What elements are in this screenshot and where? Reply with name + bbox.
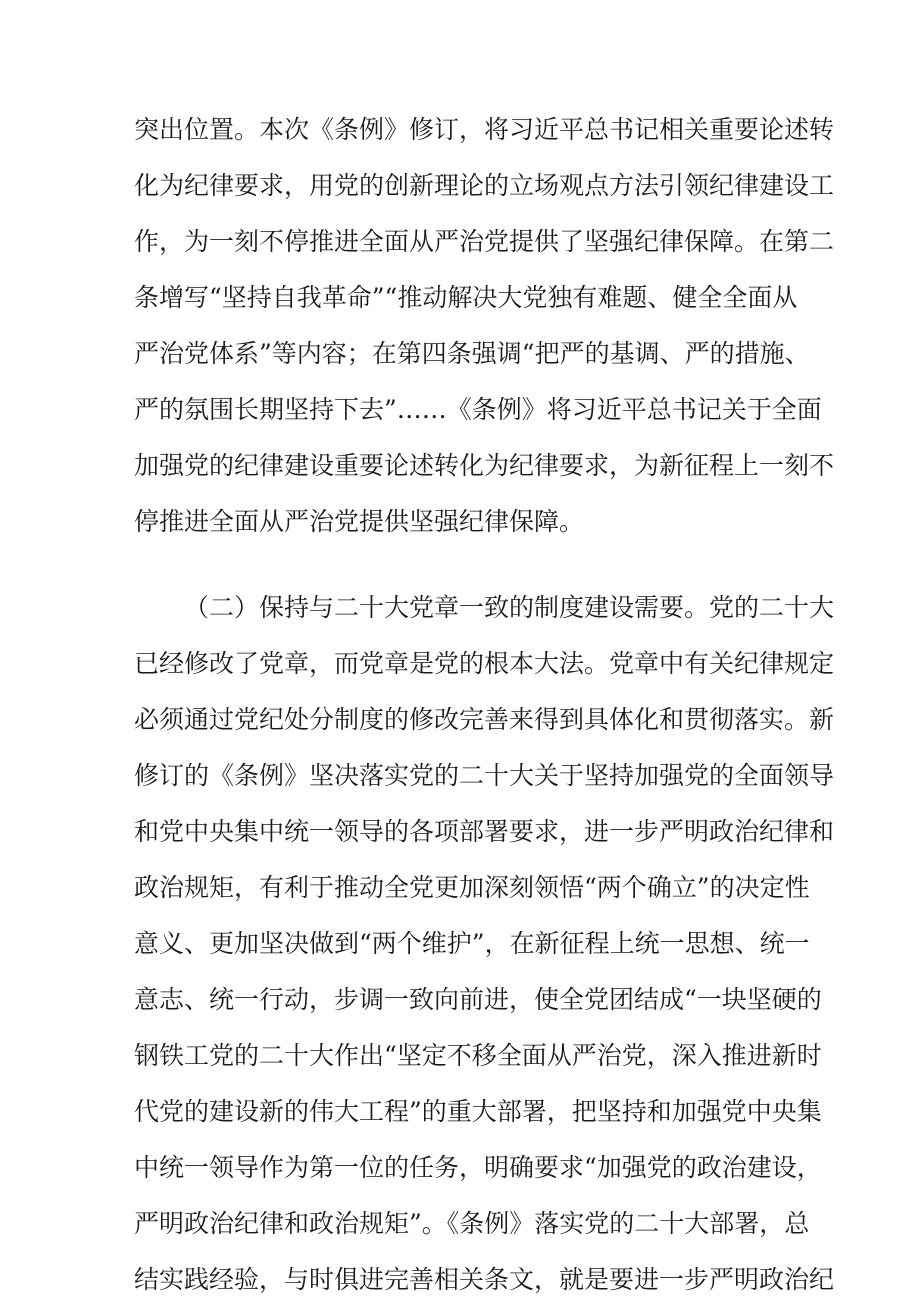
text-line: 钢铁工党的二十大作出“坚定不移全面从严治党，深入推进新时 bbox=[134, 1041, 822, 1070]
text-line: 和党中央集中统一领导的各项部署要求，进一步严明政治纪律和 bbox=[134, 817, 835, 846]
text-line: 化为纪律要求，用党的创新理论的立场观点方法引领纪律建设工 bbox=[134, 171, 835, 200]
text-line: 条增写“坚持自我革命”“推动解决大党独有难题、健全全面从 bbox=[134, 283, 798, 312]
text-line: 意志、统一行动，步调一致向前进，使全党团结成“一块坚硬的 bbox=[134, 985, 822, 1014]
text-line: 修订的《条例》坚决落实党的二十大关于坚持加强党的全面领导 bbox=[134, 761, 835, 790]
text-line: 代党的建设新的伟大工程”的重大部署，把坚持和加强党中央集 bbox=[134, 1097, 822, 1126]
text-line: 政治规矩，有利于推动全党更加深刻领悟“两个确立”的决定性 bbox=[134, 873, 810, 902]
text-line: 中统一领导作为第一位的任务，明确要求“加强党的政治建设， bbox=[134, 1153, 822, 1182]
text-line: 严治党体系”等内容；在第四条强调“把严的基调、严的措施、 bbox=[134, 339, 810, 368]
text-line: 停推进全面从严治党提供坚强纪律保障。 bbox=[134, 507, 585, 536]
text-line: 严的氛围长期坚持下去”……《条例》将习近平总书记关于全面 bbox=[134, 395, 822, 424]
text-line: （二）保持与二十大党章一致的制度建设需要。党的二十大 bbox=[184, 593, 835, 622]
text-line: 作，为一刻不停推进全面从严治党提供了坚强纪律保障。在第二 bbox=[134, 227, 835, 256]
text-line: 已经修改了党章，而党章是党的根本大法。党章中有关纪律规定 bbox=[134, 649, 835, 678]
text-line: 必须通过党纪处分制度的修改完善来得到具体化和贯彻落实。新 bbox=[134, 705, 835, 734]
text-line: 突出位置。本次《条例》修订，将习近平总书记相关重要论述转 bbox=[134, 115, 835, 144]
text-line: 严明政治纪律和政治规矩”。《条例》落实党的二十大部署，总 bbox=[134, 1209, 810, 1238]
text-line: 加强党的纪律建设重要论述转化为纪律要求，为新征程上一刻不 bbox=[134, 451, 835, 480]
text-line: 意义、更加坚决做到“两个维护”，在新征程上统一思想、统一 bbox=[134, 929, 810, 958]
text-line: 结实践经验，与时俱进完善相关条文，就是要进一步严明政治纪 bbox=[134, 1265, 835, 1294]
